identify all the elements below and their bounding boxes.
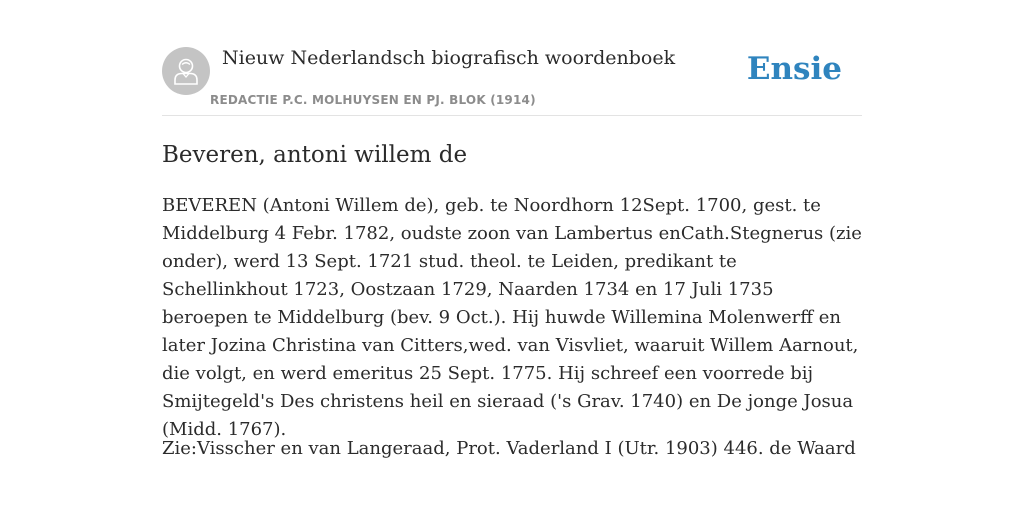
- book-title[interactable]: Nieuw Nederlandsch biografisch woordenboek: [222, 47, 676, 69]
- page-header: [162, 40, 862, 116]
- entry-body: BEVEREN (Antoni Willem de), geb. te Noordhorn 12Sept. 1700, gest. te Middelburg 4 Febr. 1782, oudste zoon van Lambertus enCath.Stegnerus (zie onder), werd 13 Sept. 1721 stud. theol. te Leiden, predikant te Schellinkhout 1723, Oostzaan 1729, Naarden 1734 en 17 Juli 1735 beroepen te Middelburg (bev. 9 Oct.). Hij huwde Willemina Molenwerff en later Jozina Christina van Citters,wed. van Visvliet, waaruit Willem Aarnout, die volgt, en werd emeritus 25 Sept. 1775. Hij schreef een voorrede bij Smijtegeld's Des christens heil en sieraad ('s Grav. 1740) en De jonge Josua (Midd. 1767).: [162, 195, 862, 440]
- user-avatar[interactable]: [162, 47, 210, 95]
- entry-references: Zie:Visscher en van Langeraad, Prot. Vaderland I (Utr. 1903) 446. de Waard: [162, 438, 856, 459]
- user-icon: [173, 56, 199, 86]
- ensie-logo[interactable]: Ensie: [746, 51, 842, 87]
- entry-title: Beveren, antoni willem de: [162, 142, 468, 168]
- editors-credit: REDACTIE P.C. MOLHUYSEN EN PJ. BLOK (1914): [210, 93, 536, 107]
